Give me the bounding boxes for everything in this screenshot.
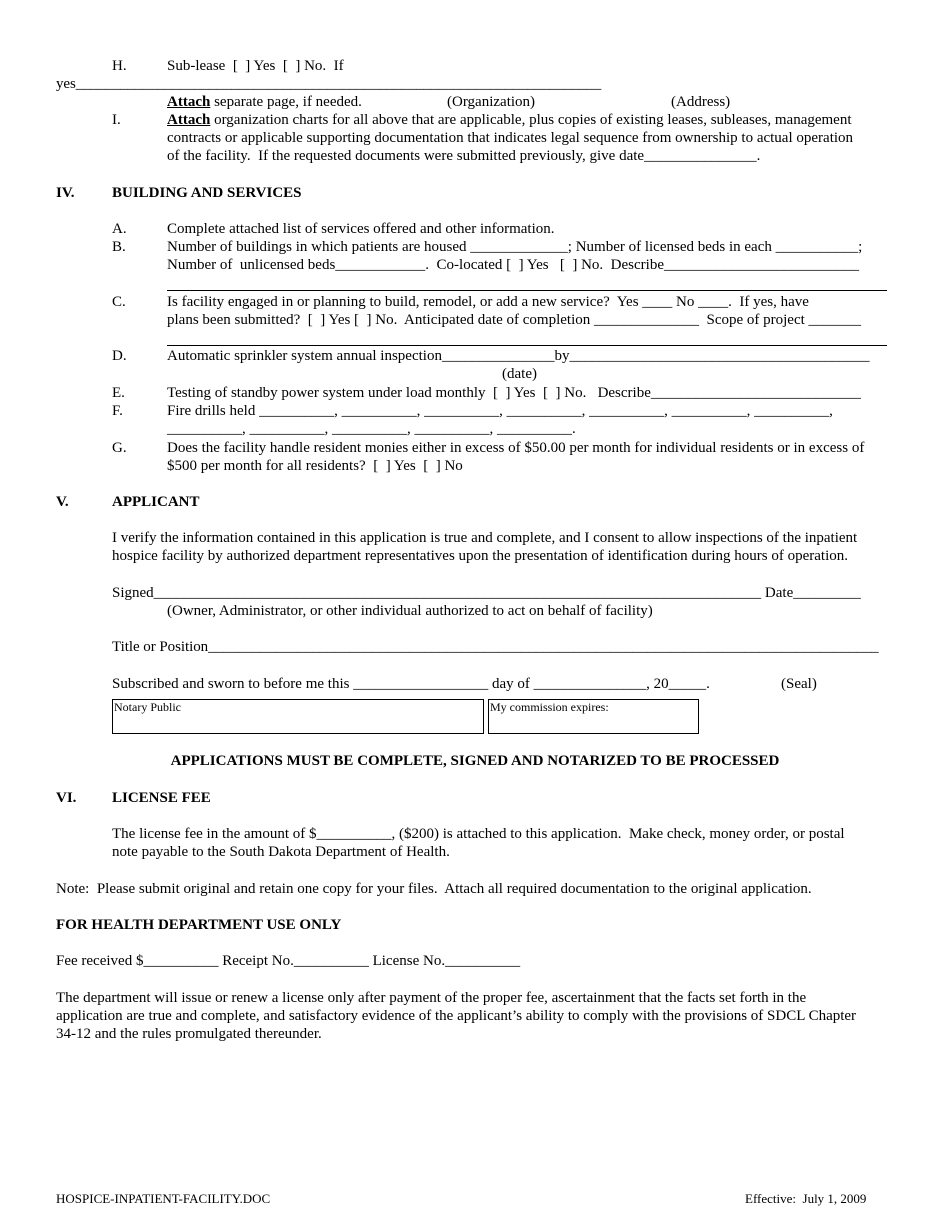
org-charts-line-2: contracts or applicable supporting documentation that indicates legal sequence from ownership to actual operation xyxy=(167,130,854,146)
seal-label: (Seal) xyxy=(781,676,817,692)
must-complete-notice: APPLICATIONS MUST BE COMPLETE, SIGNED AND NOTARIZED TO BE PROCESSED xyxy=(170,753,780,769)
commission-expires-label: My commission expires: xyxy=(490,700,609,714)
section-v-title: APPLICANT xyxy=(112,494,200,510)
resident-monies-line-1: Does the facility handle resident monies either in excess of $50.00 per month for individual residents or in excess of xyxy=(167,440,865,456)
license-policy-line-1: The department will issue or renew a license only after payment of the proper fee, ascertainment that the facts set forth in the xyxy=(56,990,807,1006)
verify-text-line-1: I verify the information contained in this application is true and complete, and I consent to allow inspections of the inpatient xyxy=(112,530,858,546)
item-letter-g: G. xyxy=(112,440,127,456)
unlicensed-beds-line[interactable]: Number of unlicensed beds____________. Co-located [ ] Yes [ ] No. Describe__________________________ xyxy=(167,257,859,273)
footer-effective-date: Effective: July 1, 2009 xyxy=(745,1191,867,1206)
item-letter-i: I. xyxy=(112,112,121,128)
section-vi-number: VI. xyxy=(56,790,77,806)
resident-monies-line-2[interactable]: $500 per month for all residents? [ ] Yes [ ] No xyxy=(167,458,463,474)
item-letter-h: H. xyxy=(112,58,127,74)
item-letter-c: C. xyxy=(112,294,126,310)
commission-expires-box[interactable] xyxy=(488,699,699,734)
org-charts-line-1 xyxy=(167,111,852,129)
item-letter-f: F. xyxy=(112,403,123,419)
address-label: (Address) xyxy=(671,94,731,110)
sub-lease-yes-line[interactable]: yes_______________________________________________________________________ xyxy=(56,76,602,92)
org-charts-line-3[interactable]: of the facility. If the requested documents were submitted previously, give date_______________. xyxy=(167,148,761,164)
fire-drills-line-2[interactable]: __________, __________, __________, __________, __________. xyxy=(167,421,576,437)
item-letter-a: A. xyxy=(112,221,127,237)
item-letter-e: E. xyxy=(112,385,125,401)
signer-note: (Owner, Administrator, or other individual authorized to act on behalf of facility) xyxy=(167,603,653,619)
describe-continuation-rule[interactable] xyxy=(167,290,887,291)
license-fee-line-1[interactable]: The license fee in the amount of $__________, ($200) is attached to this application. Make check, money order, or postal xyxy=(112,826,845,842)
sworn-statement-line[interactable]: Subscribed and sworn to before me this __________________ day of _______________, 20_____. xyxy=(112,676,710,692)
signature-line[interactable]: Signed_________________________________________________________________________________ Date_________ xyxy=(112,585,861,601)
verify-text-line-2: hospice facility by authorized department representatives upon the presentation of identification during hours of operation. xyxy=(112,548,849,564)
title-position-line[interactable]: Title or Position__________________________________________________________________________________________ xyxy=(112,639,879,655)
organization-label: (Organization) xyxy=(447,94,536,110)
sub-lease-attach-note xyxy=(167,93,362,111)
section-iv-title: BUILDING AND SERVICES xyxy=(112,185,302,201)
date-label: (date) xyxy=(502,366,537,382)
standby-power-line[interactable]: Testing of standby power system under load monthly [ ] Yes [ ] No. Describe____________________________ xyxy=(167,385,861,401)
section-iv-number: IV. xyxy=(56,185,75,201)
org-charts-text: organization charts for all above that are applicable, plus copies of existing leases, subleases, management xyxy=(210,112,852,128)
license-policy-line-3: 34-12 and the rules promulgated thereunder. xyxy=(56,1026,322,1042)
attach-keyword: Attach xyxy=(167,112,211,128)
health-dept-title: FOR HEALTH DEPARTMENT USE ONLY xyxy=(56,917,342,933)
fire-drills-line-1[interactable]: Fire drills held __________, __________, __________, __________, __________, __________, __________, xyxy=(167,403,833,419)
item-letter-b: B. xyxy=(112,239,126,255)
plans-submitted-line[interactable]: plans been submitted? [ ] Yes [ ] No. Anticipated date of completion ______________ Scope of project _______ xyxy=(167,312,862,328)
submission-note: Note: Please submit original and retain one copy for your files. Attach all required documentation to the original application. xyxy=(56,881,812,897)
new-service-question[interactable]: Is facility engaged in or planning to build, remodel, or add a new service? Yes ____ No ____. If yes, have xyxy=(167,294,809,310)
fee-receipt-license-line[interactable]: Fee received $__________ Receipt No.__________ License No.__________ xyxy=(56,953,521,969)
footer-filename: HOSPICE-INPATIENT-FACILITY.DOC xyxy=(56,1191,271,1206)
license-fee-line-2: note payable to the South Dakota Department of Health. xyxy=(112,844,450,860)
sprinkler-inspection-line[interactable]: Automatic sprinkler system annual inspection_______________by________________________________________ xyxy=(167,348,870,364)
notary-public-label: Notary Public xyxy=(114,700,181,714)
buildings-beds-line[interactable]: Number of buildings in which patients are housed _____________; Number of licensed beds in each ___________; xyxy=(167,239,863,255)
services-list-text: Complete attached list of services offered and other information. xyxy=(167,221,555,237)
scope-continuation-rule[interactable] xyxy=(167,345,887,346)
sub-lease-question: Sub-lease [ ] Yes [ ] No. If xyxy=(167,58,344,74)
section-vi-title: LICENSE FEE xyxy=(112,790,211,806)
attach-keyword: Attach xyxy=(167,94,211,110)
notary-public-box[interactable] xyxy=(112,699,484,734)
section-v-number: V. xyxy=(56,494,69,510)
item-letter-d: D. xyxy=(112,348,127,364)
attach-note-text: separate page, if needed. xyxy=(210,94,362,110)
license-policy-line-2: application are true and complete, and satisfactory evidence of the applicant’s ability to comply with the provisions of SDCL Chapter xyxy=(56,1008,857,1024)
